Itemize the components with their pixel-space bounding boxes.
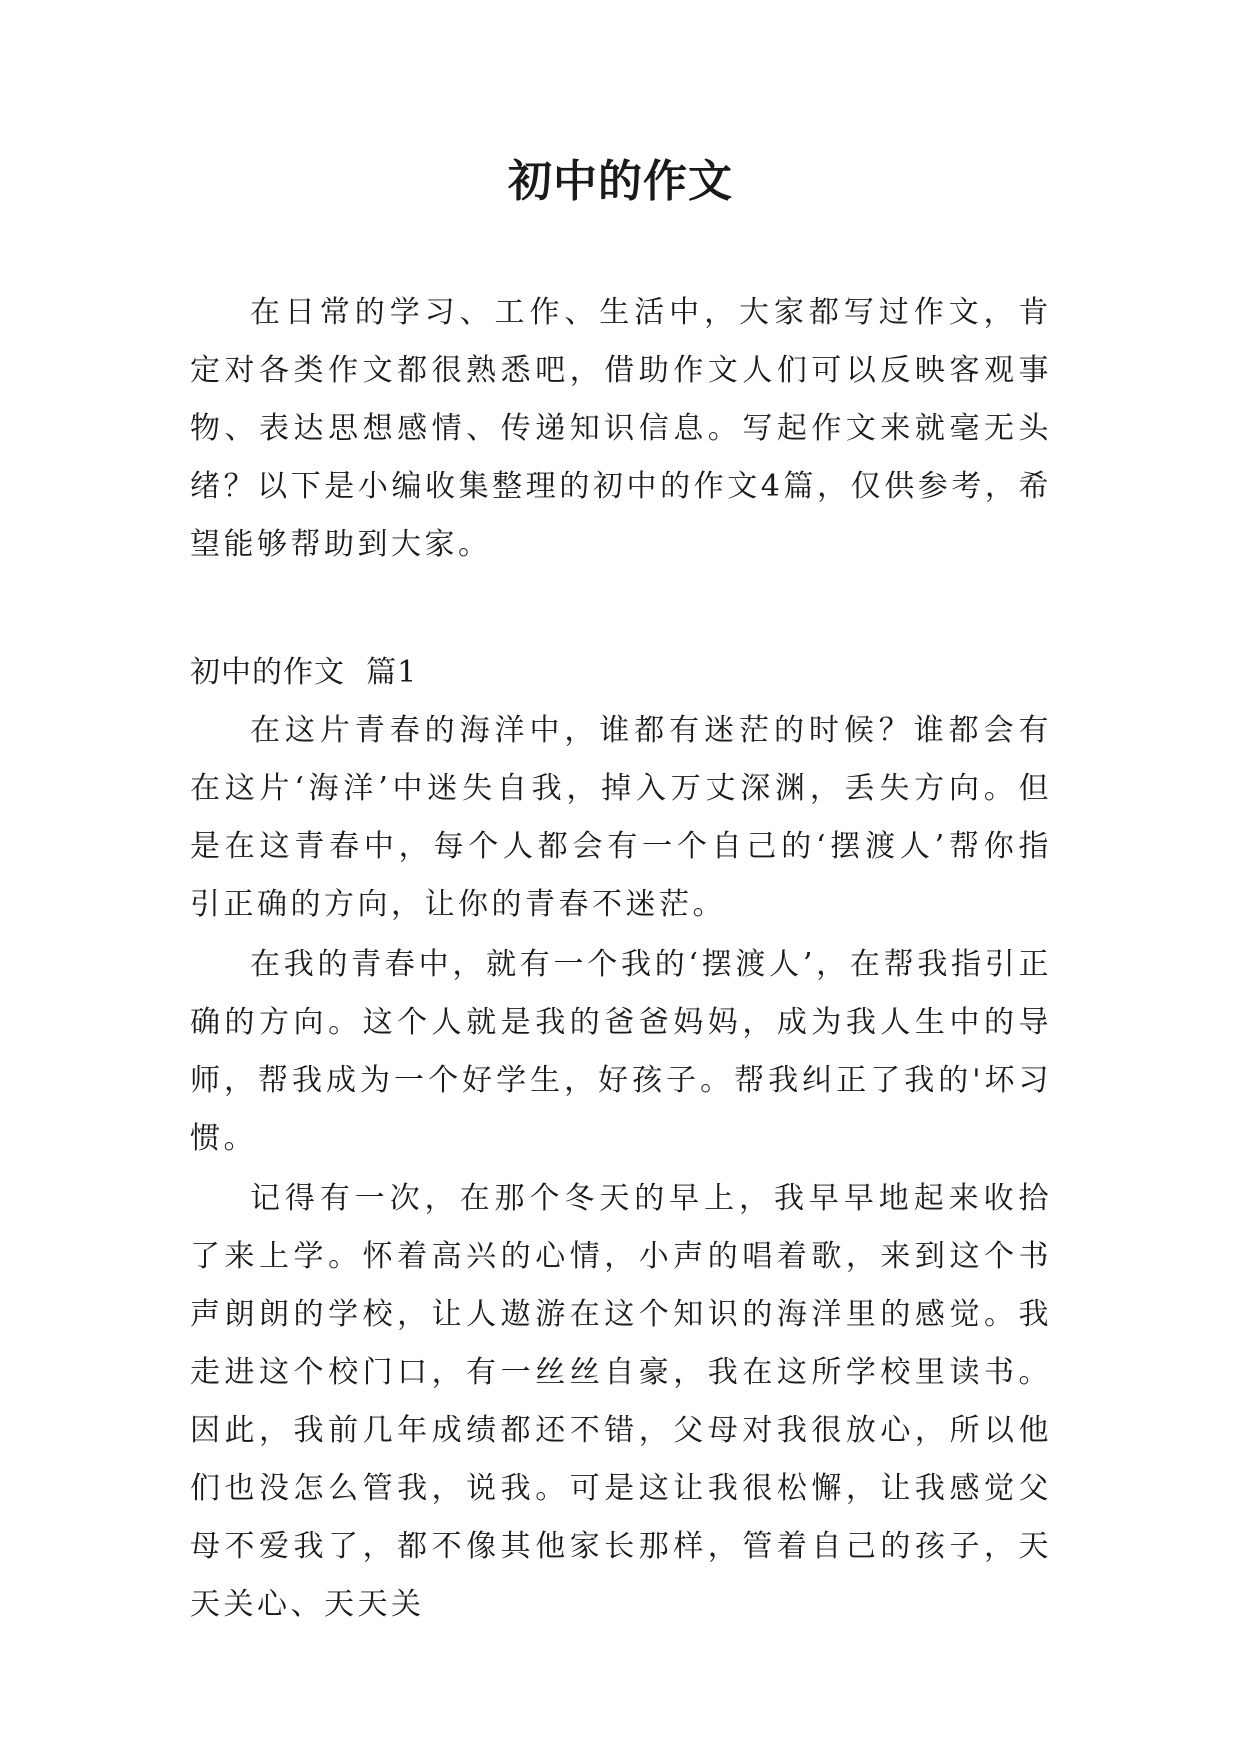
body-paragraph-2: 在我的青春中，就有一个我的‘摆渡人’，在帮我指引正确的方向。这个人就是我的爸爸妈妈，成为我人生中的导师，帮我成为一个好学生，好孩子。帮我纠正了我的'坏习惯。 <box>190 947 1052 1156</box>
body-paragraph-1: 在这片青春的海洋中，谁都有迷茫的时候？谁都会有在这片‘海洋’中迷失自我，掉入万丈深渊，丢失方向。但是在这青春中，每个人都会有一个自己的‘摆渡人’帮你指引正确的方向，让你的青春不迷茫。 <box>190 713 1052 922</box>
document-body <box>190 284 1052 1634</box>
document-title: 初中的作文 <box>508 156 733 207</box>
section-heading: 初中的作文 篇1 <box>190 655 418 690</box>
body-paragraph-3: 记得有一次，在那个冬天的早上，我早早地起来收拾了来上学。怀着高兴的心情，小声的唱着歌，来到这个书声朗朗的学校，让人遨游在这个知识的海洋里的感觉。我走进这个校门口，有一丝丝自豪，我在这所学校里读书。因此，我前几年成绩都还不错，父母对我很放心，所以他们也没怎么管我，说我。可是这让我很松懈，让我感觉父母不爱我了，都不像其他家长那样，管着自己的孩子，天天关心、天天关 <box>190 1181 1052 1622</box>
intro-paragraph: 在日常的学习、工作、生活中，大家都写过作文，肯定对各类作文都很熟悉吧，借助作文人们可以反映客观事物、表达思想感情、传递知识信息。写起作文来就毫无头绪？以下是小编收集整理的初中的作文4篇，仅供参考，希望能够帮助到大家。 <box>190 295 1052 562</box>
